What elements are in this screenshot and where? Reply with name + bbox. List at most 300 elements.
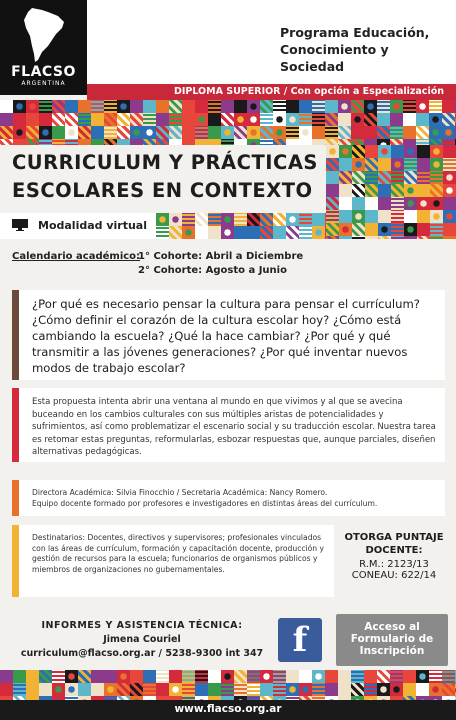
mosaic-tile xyxy=(208,226,221,239)
mosaic-tile xyxy=(299,113,312,126)
mosaic-tile xyxy=(417,171,430,184)
mosaic-tile xyxy=(78,670,91,683)
header xyxy=(0,0,456,86)
mosaic-tile xyxy=(326,197,339,210)
mosaic-tile xyxy=(443,171,456,184)
mosaic-tile xyxy=(338,683,351,696)
credit-coneau: CONEAU: 622/14 xyxy=(351,570,437,581)
form-button-line-3: Inscripción xyxy=(359,645,425,657)
mosaic-tile xyxy=(391,210,404,223)
mosaic-tile xyxy=(234,100,247,113)
diploma-banner: DIPLOMA SUPERIOR / Con opción a Especialización xyxy=(87,84,456,100)
mosaic-tile xyxy=(221,100,234,113)
mosaic-tile xyxy=(443,158,456,171)
mosaic-tile xyxy=(208,100,221,113)
mosaic-tile xyxy=(430,210,443,223)
mosaic-banner-bottom xyxy=(0,670,456,700)
credit-rm: R.M.: 2123/13 xyxy=(359,559,429,570)
mosaic-tile xyxy=(404,184,417,197)
mosaic-tile xyxy=(91,683,104,696)
mosaic-tile xyxy=(299,670,312,683)
mosaic-tile xyxy=(273,213,286,226)
mosaic-tile xyxy=(443,197,456,210)
mosaic-tile xyxy=(130,113,143,126)
mosaic-tile xyxy=(104,113,117,126)
mosaic-tile xyxy=(169,113,182,126)
mosaic-tile xyxy=(195,126,208,139)
mosaic-tile xyxy=(156,126,169,139)
mosaic-tile xyxy=(416,126,429,139)
mosaic-tile xyxy=(208,126,221,139)
mosaic-tile xyxy=(326,210,339,223)
mosaic-tile xyxy=(52,100,65,113)
mosaic-tile xyxy=(221,213,234,226)
mosaic-tile xyxy=(234,670,247,683)
mosaic-tile xyxy=(325,226,326,239)
mosaic-tile xyxy=(390,100,403,113)
mosaic-tile xyxy=(299,213,312,226)
modality-badge xyxy=(0,213,156,239)
mosaic-tile xyxy=(339,184,352,197)
calendar-cohort-1: 1° Cohorte: Abril a Diciembre xyxy=(138,251,304,262)
mosaic-tile xyxy=(403,126,416,139)
mosaic-tile xyxy=(143,683,156,696)
mosaic-tile xyxy=(403,683,416,696)
mosaic-tile xyxy=(234,226,247,239)
mosaic-tile xyxy=(0,113,13,126)
mosaic-tile xyxy=(338,100,351,113)
mosaic-tile xyxy=(416,670,429,683)
info-email-phone[interactable]: curriculum@flacso.org.ar / 5238-9300 int 347 xyxy=(20,648,264,659)
mosaic-tile xyxy=(443,223,456,236)
mosaic-tile xyxy=(247,683,260,696)
mosaic-tile xyxy=(247,226,260,239)
mosaic-tile xyxy=(326,184,339,197)
mosaic-tile xyxy=(378,210,391,223)
mosaic-tile xyxy=(378,145,391,158)
mosaic-tile xyxy=(52,113,65,126)
calendar-label: Calendario académico: xyxy=(12,251,141,262)
mosaic-tile xyxy=(390,670,403,683)
mosaic-tile xyxy=(364,100,377,113)
mosaic-tile xyxy=(339,210,352,223)
mosaic-tile xyxy=(117,683,130,696)
mosaic-tile xyxy=(351,113,364,126)
mosaic-tile xyxy=(377,670,390,683)
modality-label: Modalidad virtual xyxy=(38,219,147,232)
mosaic-tile xyxy=(13,683,26,696)
mosaic-tile xyxy=(325,126,338,139)
mosaic-tile xyxy=(286,126,299,139)
mosaic-tile xyxy=(312,670,325,683)
program-name xyxy=(280,24,455,75)
mosaic-tile xyxy=(416,113,429,126)
mosaic-tile xyxy=(339,197,352,210)
mosaic-tile xyxy=(352,197,365,210)
mosaic-tile xyxy=(404,197,417,210)
mosaic-tile xyxy=(286,670,299,683)
mosaic-tile xyxy=(13,100,26,113)
mosaic-tile xyxy=(442,113,455,126)
mosaic-tile xyxy=(299,100,312,113)
mosaic-tile xyxy=(247,126,260,139)
mosaic-tile xyxy=(117,100,130,113)
mosaic-tile xyxy=(442,126,455,139)
mosaic-tile xyxy=(352,223,365,236)
mosaic-tile xyxy=(429,683,442,696)
mosaic-tile xyxy=(195,670,208,683)
mosaic-tile xyxy=(339,158,352,171)
mosaic-tile xyxy=(182,226,195,239)
mosaic-tile xyxy=(312,683,325,696)
mosaic-tile xyxy=(326,145,339,158)
mosaic-tile xyxy=(273,683,286,696)
mosaic-tile xyxy=(365,145,378,158)
mosaic-tile xyxy=(260,213,273,226)
facebook-icon: f xyxy=(292,620,308,660)
mosaic-tile xyxy=(326,223,339,236)
mosaic-tile xyxy=(0,670,13,683)
mosaic-tile xyxy=(325,213,326,226)
course-title-line-1: CURRICULUM Y PRÁCTICAS xyxy=(12,151,318,174)
mosaic-tile xyxy=(429,670,442,683)
mosaic-tile xyxy=(247,100,260,113)
mosaic-tile xyxy=(312,126,325,139)
mosaic-tile xyxy=(325,670,338,683)
mosaic-tile xyxy=(339,223,352,236)
mosaic-tile xyxy=(404,210,417,223)
mosaic-tile xyxy=(0,683,13,696)
mosaic-tile xyxy=(65,683,78,696)
mosaic-tile xyxy=(104,683,117,696)
mosaic-tile xyxy=(195,213,208,226)
mosaic-tile xyxy=(221,226,234,239)
mosaic-tile xyxy=(247,670,260,683)
mosaic-tile xyxy=(442,100,455,113)
accent-bar-yellow xyxy=(12,525,19,597)
mosaic-tile xyxy=(325,113,338,126)
mosaic-tile xyxy=(78,113,91,126)
mosaic-tile xyxy=(13,126,26,139)
mosaic-tile xyxy=(351,670,364,683)
mosaic-tile xyxy=(260,113,273,126)
mosaic-tile xyxy=(117,126,130,139)
mosaic-tile xyxy=(378,223,391,236)
questions-text: ¿Por qué es necesario pensar la cultura para pensar el currículum? ¿Cómo definir el corazón de la cultura escolar hoy? ¿Cómo está cambiando la escuela? ¿Qué la hace cambiar? ¿Por qué y qué transmitir a las jóvenes generaciones? ¿Por qué inventar nuevos modos de trabajo escolar? xyxy=(32,297,420,375)
mosaic-tile xyxy=(52,670,65,683)
mosaic-tile xyxy=(312,113,325,126)
mosaic-tile xyxy=(195,113,208,126)
contact-info xyxy=(12,612,272,670)
mosaic-tile xyxy=(443,184,456,197)
flacso-logo xyxy=(0,0,87,95)
mosaic-tile xyxy=(156,226,169,239)
mosaic-tile xyxy=(117,113,130,126)
mosaic-tile xyxy=(169,683,182,696)
mosaic-tile xyxy=(377,100,390,113)
mosaic-tile xyxy=(130,100,143,113)
mosaic-tile xyxy=(169,670,182,683)
proposal-text: Esta propuesta intenta abrir una ventana al mundo en que vivimos y al que se avecina buceando en los cambios culturales con sus múltiples aristas de potencialidades y sufrimientos, así como problematizar el escenario social y su traducción escolar. Nuestra tarea es retomar estas preguntas, reformularlas, esbozar respuestas que, aunque parciales, diseñen alternativas pedagógicas. xyxy=(32,397,436,457)
mosaic-banner-top xyxy=(0,100,456,145)
mosaic-tile xyxy=(13,113,26,126)
mosaic-tile xyxy=(52,126,65,139)
mosaic-tile xyxy=(104,670,117,683)
mosaic-tile xyxy=(117,670,130,683)
mosaic-modalidad-strip xyxy=(156,213,326,239)
mosaic-tile xyxy=(26,100,39,113)
mosaic-tile xyxy=(234,683,247,696)
mosaic-tile xyxy=(390,113,403,126)
mosaic-tile xyxy=(39,683,52,696)
mosaic-tile xyxy=(260,100,273,113)
mosaic-tile xyxy=(169,226,182,239)
mosaic-tile xyxy=(156,100,169,113)
recipients-box xyxy=(12,525,334,597)
mosaic-tile xyxy=(391,184,404,197)
credit-title-1: OTORGA PUNTAJE xyxy=(344,532,444,543)
mosaic-tile xyxy=(443,145,456,158)
title-panel xyxy=(0,145,326,213)
mosaic-tile xyxy=(234,126,247,139)
course-title-line-2: ESCOLARES EN CONTEXTO xyxy=(12,179,313,202)
mosaic-tile xyxy=(378,158,391,171)
program-line-1: Programa Educación, xyxy=(280,25,430,40)
mosaic-tile xyxy=(325,100,338,113)
info-title: INFORMES Y ASISTENCIA TÉCNICA: xyxy=(41,620,243,631)
mosaic-tile xyxy=(273,226,286,239)
mosaic-tile xyxy=(221,683,234,696)
mosaic-tile xyxy=(143,100,156,113)
mosaic-tile xyxy=(364,683,377,696)
mosaic-tile xyxy=(221,126,234,139)
logo-name: FLACSO xyxy=(11,64,76,80)
mosaic-tile xyxy=(430,223,443,236)
mosaic-tile xyxy=(260,226,273,239)
mosaic-tile xyxy=(338,670,351,683)
mosaic-tile xyxy=(234,113,247,126)
mosaic-tile xyxy=(247,113,260,126)
mosaic-tile xyxy=(182,126,195,139)
mosaic-tile xyxy=(377,126,390,139)
registration-form-button[interactable] xyxy=(336,614,448,666)
mosaic-tile xyxy=(169,100,182,113)
mosaic-tile xyxy=(260,670,273,683)
mosaic-tile xyxy=(299,226,312,239)
mosaic-tile xyxy=(338,126,351,139)
mosaic-tile xyxy=(182,670,195,683)
accent-bar-orange xyxy=(12,480,19,516)
mosaic-tile xyxy=(78,683,91,696)
mosaic-tile xyxy=(208,113,221,126)
mosaic-tile xyxy=(260,683,273,696)
mosaic-tile xyxy=(404,145,417,158)
mosaic-tile xyxy=(260,126,273,139)
mosaic-tile xyxy=(390,683,403,696)
mosaic-tile xyxy=(429,126,442,139)
mosaic-tile xyxy=(143,126,156,139)
mosaic-tile xyxy=(65,126,78,139)
mosaic-tile xyxy=(78,100,91,113)
mosaic-tile xyxy=(26,670,39,683)
mosaic-tile xyxy=(430,197,443,210)
mosaic-tile xyxy=(0,126,13,139)
recipients-text: Destinatarios: Docentes, directivos y supervisores; profesionales vinculados con las áreas de currículum, formación y capacitación docente, producción y gestión de recursos para la escuela; funcionarios de organismos públicos y miembros de organizaciones no gubernamentales. xyxy=(32,533,325,574)
mosaic-tile xyxy=(65,113,78,126)
mosaic-tile xyxy=(91,670,104,683)
facebook-button[interactable] xyxy=(278,618,322,662)
mosaic-tile xyxy=(442,670,455,683)
mosaic-tile xyxy=(39,670,52,683)
mosaic-tile xyxy=(156,683,169,696)
mosaic-tile xyxy=(39,100,52,113)
mosaic-tile xyxy=(365,210,378,223)
directors-line-2: Equipo docente formado por profesores e investigadores en distintas áreas del currículum. xyxy=(32,498,378,508)
mosaic-tile xyxy=(352,145,365,158)
mosaic-tile xyxy=(443,210,456,223)
mosaic-tile xyxy=(377,683,390,696)
mosaic-tile xyxy=(182,683,195,696)
mosaic-tile xyxy=(143,113,156,126)
mosaic-tile xyxy=(104,100,117,113)
mosaic-tile xyxy=(130,670,143,683)
mosaic-tile xyxy=(338,113,351,126)
mosaic-tile xyxy=(364,113,377,126)
mosaic-tile xyxy=(391,158,404,171)
mosaic-tile xyxy=(182,100,195,113)
directors-line-1: Directora Académica: Silvia Finocchio / Secretaria Académica: Nancy Romero. xyxy=(32,488,328,497)
mosaic-tile xyxy=(299,126,312,139)
south-america-map-icon xyxy=(18,6,68,64)
mosaic-tile xyxy=(156,213,169,226)
mosaic-tile xyxy=(39,113,52,126)
mosaic-tile xyxy=(391,171,404,184)
mosaic-tile xyxy=(156,113,169,126)
mosaic-tile xyxy=(364,126,377,139)
mosaic-tile xyxy=(365,184,378,197)
mosaic-tile xyxy=(391,145,404,158)
form-button-line-1: Acceso al xyxy=(364,621,420,633)
directors-box xyxy=(12,480,445,516)
info-contact-name: Jimena Couriel xyxy=(103,634,181,645)
mosaic-tile xyxy=(26,126,39,139)
mosaic-tile xyxy=(0,100,13,113)
mosaic-tile xyxy=(286,213,299,226)
mosaic-tile xyxy=(78,126,91,139)
mosaic-tile xyxy=(365,223,378,236)
mosaic-tile xyxy=(352,184,365,197)
mosaic-tile xyxy=(312,226,325,239)
mosaic-tile xyxy=(404,223,417,236)
monitor-icon xyxy=(12,219,28,231)
mosaic-tile xyxy=(26,113,39,126)
mosaic-tile xyxy=(182,213,195,226)
mosaic-tile xyxy=(221,113,234,126)
mosaic-tile xyxy=(378,184,391,197)
mosaic-tile xyxy=(430,184,443,197)
mosaic-tile xyxy=(417,145,430,158)
mosaic-tile xyxy=(65,670,78,683)
mosaic-tile xyxy=(339,171,352,184)
mosaic-tile xyxy=(91,113,104,126)
mosaic-tile xyxy=(377,113,390,126)
mosaic-tile xyxy=(13,670,26,683)
mosaic-tile xyxy=(208,670,221,683)
mosaic-tile xyxy=(403,113,416,126)
mosaic-tile xyxy=(391,223,404,236)
mosaic-tile xyxy=(364,670,377,683)
mosaic-tile xyxy=(404,171,417,184)
mosaic-tile xyxy=(182,113,195,126)
mosaic-tile xyxy=(351,683,364,696)
mosaic-tile xyxy=(91,126,104,139)
accent-bar-red xyxy=(12,388,19,462)
mosaic-tile xyxy=(104,126,117,139)
mosaic-tile xyxy=(195,226,208,239)
mosaic-tile xyxy=(365,158,378,171)
mosaic-tile xyxy=(325,683,338,696)
mosaic-tile xyxy=(404,158,417,171)
mosaic-tile xyxy=(273,100,286,113)
mosaic-tile xyxy=(326,171,339,184)
mosaic-tile xyxy=(351,100,364,113)
mosaic-tile xyxy=(169,126,182,139)
mosaic-tile xyxy=(221,670,234,683)
mosaic-tile xyxy=(26,683,39,696)
mosaic-tile xyxy=(286,113,299,126)
mosaic-tile xyxy=(52,683,65,696)
mosaic-tile xyxy=(429,100,442,113)
proposal-box xyxy=(12,388,445,462)
program-line-2: Conocimiento y Sociedad xyxy=(280,42,389,74)
mosaic-tile xyxy=(417,210,430,223)
mosaic-tile xyxy=(156,670,169,683)
footer-website-link[interactable]: www.flacso.org.ar xyxy=(174,703,282,715)
mosaic-tile xyxy=(403,670,416,683)
mosaic-tile xyxy=(403,100,416,113)
mosaic-tile xyxy=(273,670,286,683)
mosaic-tile xyxy=(208,683,221,696)
mosaic-tile xyxy=(430,171,443,184)
mosaic-right xyxy=(326,145,456,239)
calendar-cohort-2: 2° Cohorte: Agosto a Junio xyxy=(138,265,287,276)
mosaic-tile xyxy=(130,126,143,139)
form-button-line-2: Formulario de xyxy=(350,633,434,645)
mosaic-tile xyxy=(286,683,299,696)
mosaic-tile xyxy=(378,197,391,210)
mosaic-tile xyxy=(169,213,182,226)
mosaic-tile xyxy=(65,100,78,113)
teaching-credit xyxy=(338,531,450,581)
mosaic-tile xyxy=(247,213,260,226)
accent-bar-brown xyxy=(12,290,19,380)
mosaic-tile xyxy=(326,158,339,171)
mosaic-tile xyxy=(365,171,378,184)
mosaic-tile xyxy=(416,683,429,696)
mosaic-tile xyxy=(208,213,221,226)
mosaic-tile xyxy=(39,126,52,139)
mosaic-tile xyxy=(286,226,299,239)
mosaic-tile xyxy=(351,126,364,139)
mosaic-tile xyxy=(273,126,286,139)
mosaic-tile xyxy=(352,210,365,223)
mosaic-tile xyxy=(352,171,365,184)
mosaic-tile xyxy=(195,683,208,696)
mosaic-tile xyxy=(429,113,442,126)
mosaic-tile xyxy=(312,100,325,113)
credit-title-2: DOCENTE: xyxy=(365,545,423,556)
mosaic-tile xyxy=(365,197,378,210)
